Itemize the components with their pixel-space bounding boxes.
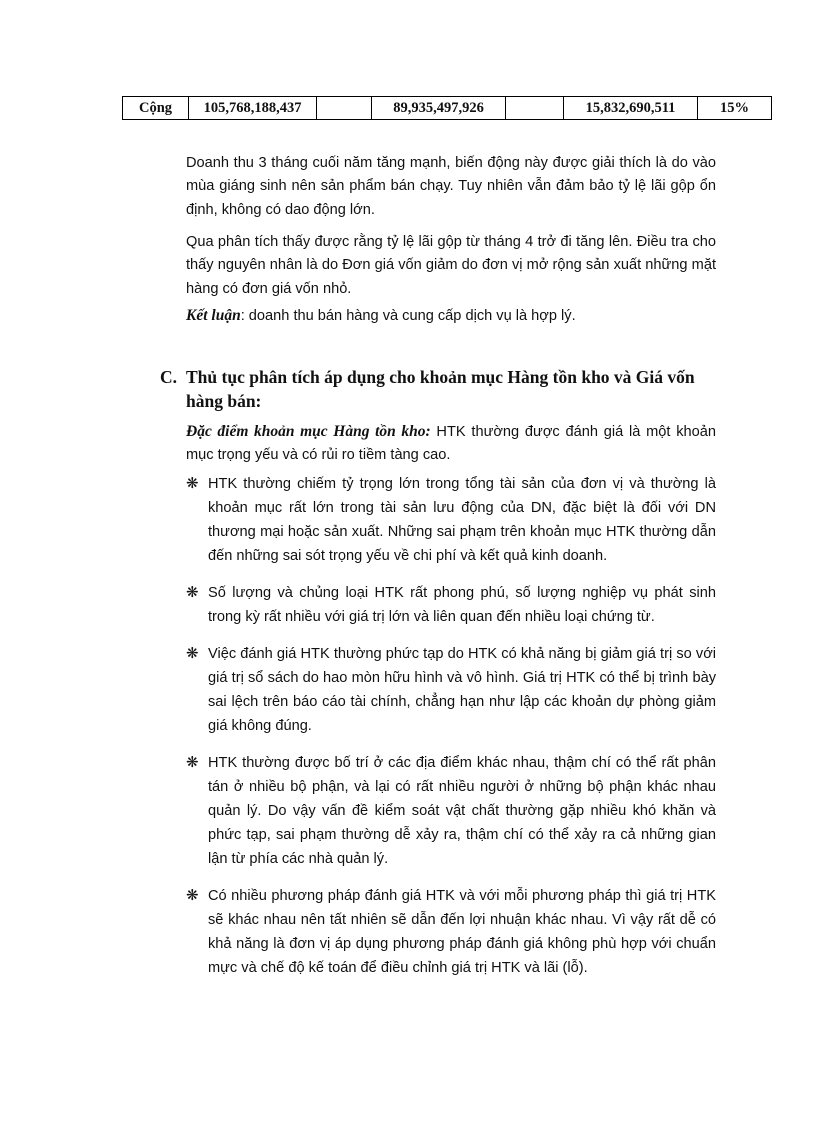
- inventory-features-label: Đặc điểm khoản mục Hàng tồn kho:: [186, 423, 431, 440]
- asterisk-bullet-icon: ❋: [186, 475, 199, 492]
- inventory-features-paragraph: [186, 420, 716, 468]
- asterisk-bullet-icon: ❋: [186, 584, 199, 601]
- revenue-paragraph: Doanh thu 3 tháng cuối năm tăng mạnh, biến động này được giải thích là do vào mùa giáng sinh nên sản phẩm bán chạy. Tuy nhiên vẫn đảm bảo tỷ lệ lãi gộp ổn định, không có dao động lớn.: [186, 155, 716, 218]
- total-value-cell: 105,768,188,437: [189, 97, 317, 120]
- total-label-cell: Cộng: [123, 97, 189, 120]
- list-item: [186, 581, 716, 629]
- list-item: [186, 751, 716, 871]
- asterisk-bullet-icon: ❋: [186, 887, 199, 904]
- total-value-cell: 15,832,690,511: [564, 97, 698, 120]
- section-marker: C.: [160, 367, 178, 387]
- conclusion-text: : doanh thu bán hàng và cung cấp dịch vụ là hợp lý.: [240, 308, 576, 324]
- total-value-cell: [317, 97, 372, 120]
- bullet-text: Việc đánh giá HTK thường phức tạp do HTK có khả năng bị giảm giá trị so với giá trị sổ sách do hao mòn hữu hình và vô hình. Giá trị HTK có thể bị trình bày sai lệch trên báo cáo tài chính, chẳng hạn như lập các khoản dự phòng giảm giá không đúng.: [208, 646, 716, 734]
- bullet-text: HTK thường được bố trí ở các địa điểm khác nhau, thậm chí có thể rất phân tán ở nhiều bộ phận, và lại có rất nhiều người ở những bộ phận khác nhau quản lý. Do vậy vấn đề kiểm soát vật chất thường gặp nhiều khó khăn và phức tạp, sai phạm thường dễ xảy ra, thậm chí có thể xảy ra cả những gian lận từ phía các nhà quản lý.: [208, 755, 716, 867]
- conclusion-label: Kết luận: [186, 307, 241, 324]
- bullet-text: HTK thường chiếm tỷ trọng lớn trong tổng tài sản của đơn vị và thường là khoản mục rất lớn trong tài sản lưu động của DN, đặc biệt là đối với DN thương mại hoặc sản xuất. Những sai phạm trên khoản mục HTK thường dẫn đến những sai sót trọng yếu về chi phí và kết quả kinh doanh.: [208, 476, 716, 564]
- inventory-bullet-list: [186, 472, 716, 993]
- list-item: [186, 884, 716, 980]
- conclusion-paragraph: [186, 304, 716, 328]
- asterisk-bullet-icon: ❋: [186, 754, 199, 771]
- asterisk-bullet-icon: ❋: [186, 645, 199, 662]
- total-value-cell: [506, 97, 564, 120]
- bullet-text: Có nhiều phương pháp đánh giá HTK và với mỗi phương pháp thì giá trị HTK sẽ khác nhau nên tất nhiên sẽ dẫn đến lợi nhuận khác nhau. Vì vậy rất dễ có khả năng là đơn vị áp dụng phương pháp đánh giá không phù hợp với chuẩn mực và chế độ kế toán để điều chỉnh giá trị HTK và lãi (lỗ).: [208, 888, 716, 976]
- section-c-heading: [160, 366, 720, 413]
- summary-table: [122, 96, 772, 120]
- total-row: [123, 97, 772, 120]
- bullet-text: Số lượng và chủng loại HTK rất phong phú, số lượng nghiệp vụ phát sinh trong kỳ rất nhiều với giá trị lớn và liên quan đến nhiều loại chứng từ.: [208, 585, 716, 625]
- gross-margin-paragraph: Qua phân tích thấy được rằng tỷ lệ lãi gộp từ tháng 4 trở đi tăng lên. Điều tra cho thấy nguyên nhân là do Đơn giá vốn giảm do đơn vị mở rộng sản xuất những mặt hàng có đơn giá vốn nhỏ.: [186, 234, 716, 297]
- total-percent-cell: 15%: [698, 97, 772, 120]
- list-item: [186, 642, 716, 738]
- inventory-features-text: HTK thường được đánh giá là một khoản mục trọng yếu và có rủi ro tiềm tàng cao.: [186, 424, 716, 464]
- total-value-cell: 89,935,497,926: [372, 97, 506, 120]
- section-title: Thủ tục phân tích áp dụng cho khoản mục Hàng tồn kho và Giá vốn hàng bán:: [186, 367, 695, 411]
- list-item: [186, 472, 716, 568]
